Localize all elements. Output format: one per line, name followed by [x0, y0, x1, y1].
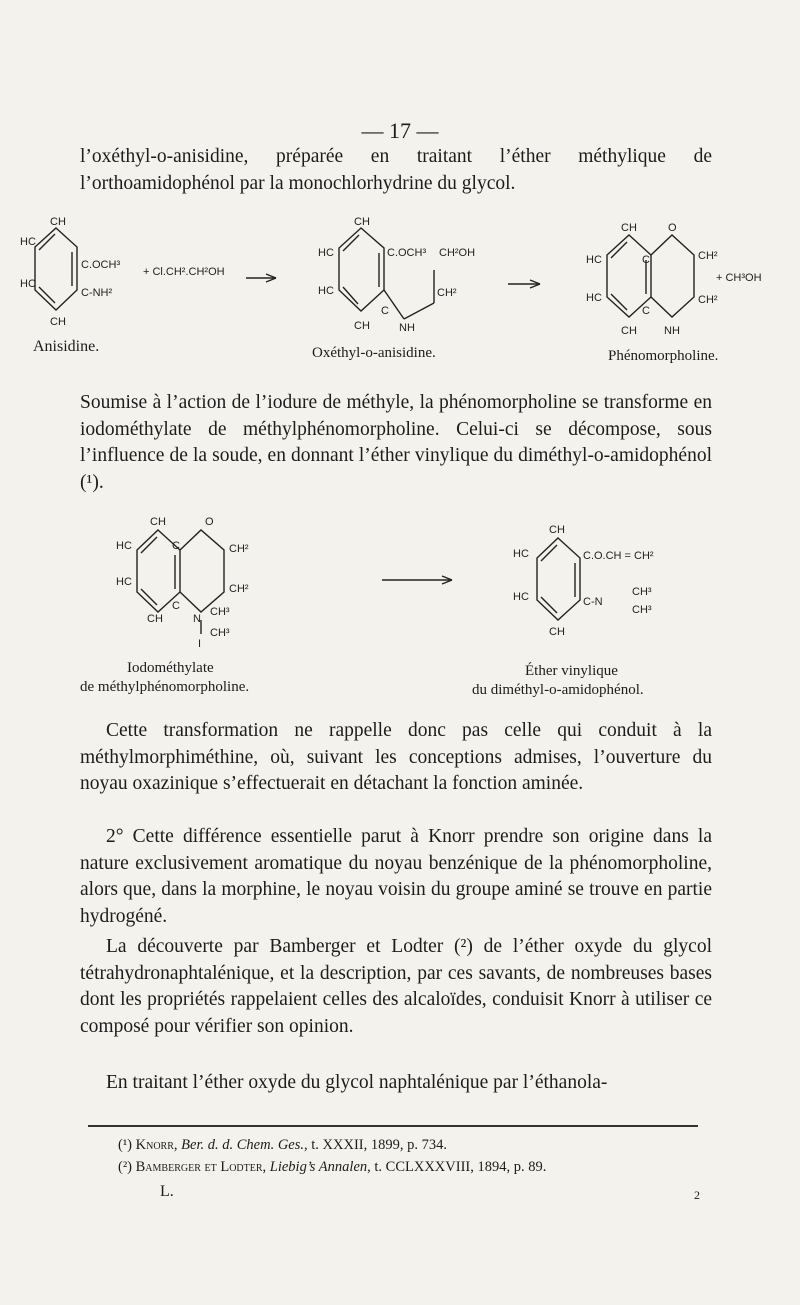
label: CH [549, 524, 565, 536]
label: CH [50, 316, 66, 328]
label: C.OCH³ [81, 259, 121, 271]
footnote-author: Knorr [135, 1137, 174, 1153]
footnote-mark: (¹) [118, 1137, 133, 1153]
paragraph-2: Soumise à l’action de l’iodure de méthyle, la phénomorpholine se transforme en iodométhylate de méthylphénomorpholine. Celui-ci se décompose, sous l’influence de la soude, en donnant l’éther vinylique du diméthyl-o-amidophénol (¹). [80, 392, 712, 493]
label: HC [318, 285, 334, 297]
label: C.OCH³ [387, 247, 427, 259]
footnote-rest: , t. CCLXXXVIII, 1894, p. 89. [367, 1159, 547, 1175]
caption-iodomethylate-2: de méthylphénomorpholine. [80, 679, 250, 695]
caption-phenomorpholine: Phénomorpholine. [608, 348, 719, 364]
label: O [668, 222, 677, 234]
byproduct-label: + CH³OH [716, 272, 762, 284]
label: C-NH² [81, 287, 113, 299]
footnote-rest: , t. XXXII, 1899, p. 734. [304, 1137, 447, 1153]
label: CH² [437, 287, 457, 299]
label: CH² [698, 294, 718, 306]
label: NH [664, 325, 680, 337]
signature-number: 2 [694, 1188, 700, 1202]
label: HC [116, 540, 132, 552]
caption-iodomethylate: Iodométhylate [127, 660, 214, 676]
label: CH³ [210, 627, 230, 639]
label: C.O.CH = CH² [583, 550, 654, 562]
label: HC [513, 591, 529, 603]
label: CH² [229, 543, 249, 555]
label: HC [116, 576, 132, 588]
label: HC [20, 236, 36, 248]
label: O [205, 516, 214, 528]
label: CH³ [210, 606, 230, 618]
footnote-2: (²) Bamberger et Lodter, Liebig’s Annalen, t. CCLXXXVIII, 1894, p. 89. [118, 1159, 547, 1175]
label: CH [354, 216, 370, 228]
label: CH [150, 516, 166, 528]
label: NH [399, 322, 415, 334]
footnote-work: Liebig’s Annalen [269, 1159, 368, 1175]
label: CH [621, 325, 637, 337]
label: C-N [583, 596, 603, 608]
label: HC [513, 548, 529, 560]
label: CH [621, 222, 637, 234]
caption-ether: Éther vinylique [525, 663, 618, 679]
label: CH² [698, 250, 718, 262]
label: CH [549, 626, 565, 638]
label: CH² [229, 583, 249, 595]
label: CH [147, 613, 163, 625]
paragraph-6: En traitant l’éther oxyde du glycol naphtalénique par l’éthanola- [106, 1072, 608, 1093]
footnote-rule [88, 1125, 698, 1127]
page-number: — 17 — [361, 118, 439, 143]
label: CH [50, 216, 66, 228]
footnote-work: Ber. d. d. Chem. Ges. [181, 1137, 304, 1153]
signature-letter: L. [160, 1183, 174, 1200]
paragraph-1: l’oxéthyl-o-anisidine, préparée en traitant l’éther méthylique de l’orthoamidophénol par la monochlorhydrine du glycol. [80, 146, 712, 194]
label: HC [318, 247, 334, 259]
caption-oxethyl: Oxéthyl-o-anisidine. [312, 345, 436, 361]
footnote-author: Bamberger et Lodter [135, 1159, 263, 1175]
footnote-1: (¹) Knorr, Ber. d. d. Chem. Ges., t. XXXII, 1899, p. 734. [118, 1137, 447, 1153]
label: C [642, 254, 650, 266]
label: C [381, 305, 389, 317]
reagent-label: + Cl.CH².CH²OH [143, 266, 225, 278]
label: CH [354, 320, 370, 332]
caption-anisidine: Anisidine. [33, 338, 100, 355]
label: HC [586, 292, 602, 304]
label: C [172, 600, 180, 612]
label: C [172, 540, 180, 552]
label: C [642, 305, 650, 317]
label: CH³ [632, 586, 652, 598]
label: HC [20, 278, 36, 290]
footnote-mark: (²) [118, 1159, 133, 1175]
paragraph-3: Cette transformation ne rappelle donc pas celle qui conduit à la méthylmorphiméthine, où, suivant les conceptions admises, l’ouverture du noyau oxazinique s’effectuerait en détachant la fonction aminée. [80, 720, 712, 795]
label: CH²OH [439, 247, 476, 259]
caption-ether-2: du diméthyl-o-amidophénol. [472, 682, 644, 698]
label: I [198, 638, 202, 650]
label: CH³ [632, 604, 652, 616]
paragraph-4: 2° Cette différence essentielle parut à Knorr prendre son origine dans la nature exclusivement aromatique du noyau benzénique de la phénomorpholine, alors que, dans la morphine, le noyau voisin du groupe aminé se trouve en partie hydrogéné. [80, 826, 712, 927]
paragraph-5: La découverte par Bamberger et Lodter (²) de l’éther oxyde du glycol tétrahydronaphtalénique, et la description, par ces savants, de nombreuses bases dont les propriétés rappelaient celles des alcaloïdes, conduisit Knorr à utiliser ce composé pour vérifier son opinion. [80, 936, 712, 1037]
label: N [193, 613, 201, 625]
label: HC [586, 254, 602, 266]
